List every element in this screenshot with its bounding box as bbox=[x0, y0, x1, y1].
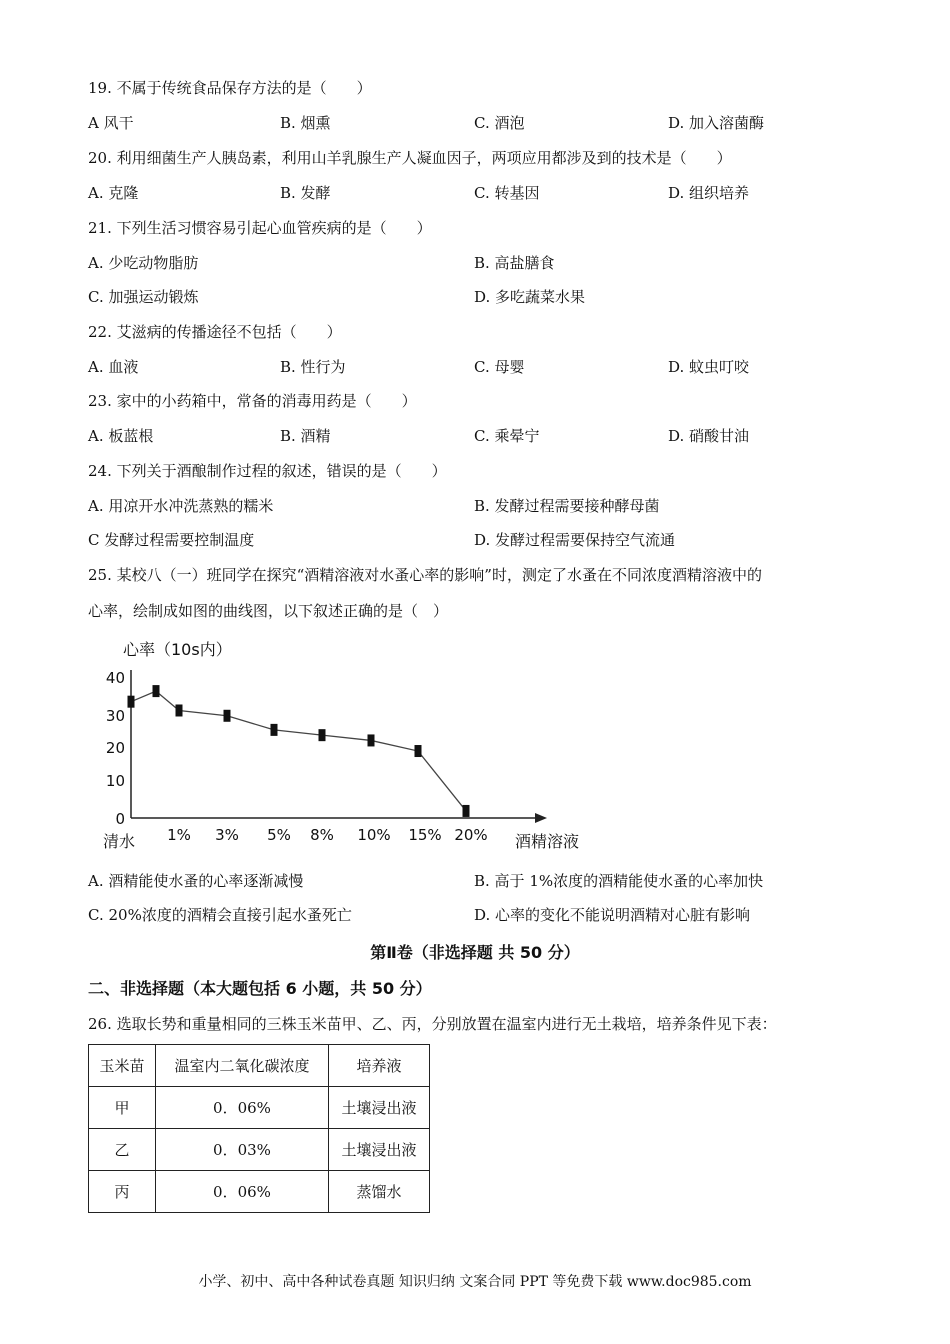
question-25-stem-line2: 心率，绘制成如图的曲线图，以下叙述正确的是（ ） bbox=[88, 602, 449, 620]
data-point bbox=[224, 710, 231, 722]
data-point bbox=[415, 745, 422, 757]
q22-option-a: A. 血液 bbox=[88, 358, 139, 376]
section-2-title: 第Ⅱ卷（非选择题 共 50 分） bbox=[370, 943, 580, 962]
q24-option-c: C 发酵过程需要控制温度 bbox=[88, 531, 255, 549]
table-cell: 土壤浸出液 bbox=[329, 1087, 430, 1129]
y-tick-20: 20 bbox=[105, 739, 125, 757]
data-point bbox=[176, 704, 183, 716]
data-point bbox=[463, 805, 470, 817]
question-24-stem: 24. 下列关于酒酿制作过程的叙述，错误的是（ ） bbox=[88, 462, 447, 480]
table-cell: 0．06% bbox=[156, 1087, 329, 1129]
q20-option-c: C. 转基因 bbox=[474, 184, 540, 202]
table-cell: 乙 bbox=[89, 1129, 156, 1171]
q19-option-d: D. 加入溶菌酶 bbox=[668, 114, 765, 132]
table-cell: 0．03% bbox=[156, 1129, 329, 1171]
q25-option-a: A. 酒精能使水蚤的心率逐渐减慢 bbox=[88, 872, 304, 890]
data-point bbox=[368, 734, 375, 746]
q21-option-a: A. 少吃动物脂肪 bbox=[88, 254, 199, 272]
y-tick-30: 30 bbox=[105, 707, 125, 725]
q25-option-d: D. 心率的变化不能说明酒精对心脏有影响 bbox=[474, 906, 751, 924]
data-point bbox=[153, 685, 160, 697]
x-tick-1pct: 1% bbox=[167, 826, 191, 844]
question-20-stem: 20. 利用细菌生产人胰岛素，利用山羊乳腺生产人凝血因子，两项应用都涉及到的技术是（ ） bbox=[88, 149, 732, 167]
x-axis-label: 酒精溶液 bbox=[515, 832, 580, 851]
data-point bbox=[319, 729, 326, 741]
x-tick-8pct: 8% bbox=[310, 826, 334, 844]
q24-option-a: A. 用凉开水冲洗蒸熟的糯米 bbox=[88, 497, 274, 515]
q25-option-c: C. 20%浓度的酒精会直接引起水蚤死亡 bbox=[88, 906, 352, 924]
table-cell: 甲 bbox=[89, 1087, 156, 1129]
q20-option-d: D. 组织培养 bbox=[668, 184, 750, 202]
table-header: 玉米苗 bbox=[89, 1045, 156, 1087]
q21-option-b: B. 高盐膳食 bbox=[474, 254, 555, 272]
y-tick-40: 40 bbox=[105, 669, 125, 687]
table-cell: 蒸馏水 bbox=[329, 1171, 430, 1213]
q22-option-b: B. 性行为 bbox=[280, 358, 346, 376]
q19-option-b: B. 烟熏 bbox=[280, 114, 331, 132]
table-cell: 土壤浸出液 bbox=[329, 1129, 430, 1171]
data-point bbox=[271, 724, 278, 736]
q22-option-d: D. 蚊虫叮咬 bbox=[668, 358, 750, 376]
q24-option-b: B. 发酵过程需要接种酵母菌 bbox=[474, 497, 660, 515]
y-tick-0: 0 bbox=[115, 810, 125, 828]
table-row bbox=[89, 1129, 430, 1171]
q23-option-d: D. 硝酸甘油 bbox=[668, 427, 750, 445]
table-row bbox=[89, 1171, 430, 1213]
q19-option-c: C. 酒泡 bbox=[474, 114, 525, 132]
q23-option-a: A. 板蓝根 bbox=[88, 427, 154, 445]
x-tick-20pct: 20% bbox=[454, 826, 488, 844]
x-label-qingshui: 清水 bbox=[103, 832, 136, 851]
question-21-stem: 21. 下列生活习惯容易引起心血管疾病的是（ ） bbox=[88, 219, 432, 237]
heart-rate-chart bbox=[95, 632, 595, 862]
question-19-stem: 19. 不属于传统食品保存方法的是（ ） bbox=[88, 79, 372, 97]
culture-conditions-table bbox=[88, 1044, 430, 1213]
table-header: 温室内二氧化碳浓度 bbox=[156, 1045, 329, 1087]
table-header: 培养液 bbox=[329, 1045, 430, 1087]
q23-option-c: C. 乘晕宁 bbox=[474, 427, 540, 445]
x-tick-3pct: 3% bbox=[215, 826, 239, 844]
table-cell: 丙 bbox=[89, 1171, 156, 1213]
q21-option-d: D. 多吃蔬菜水果 bbox=[474, 288, 586, 306]
data-point bbox=[128, 696, 135, 708]
y-axis-label: 心率（10s内） bbox=[123, 640, 232, 659]
q22-option-c: C. 母婴 bbox=[474, 358, 525, 376]
x-tick-10pct: 10% bbox=[357, 826, 391, 844]
page-footer: 小学、初中、高中各种试卷真题 知识归纳 文案合同 PPT 等免费下载 www.doc985.com bbox=[198, 1274, 752, 1290]
x-tick-5pct: 5% bbox=[267, 826, 291, 844]
x-axis-arrow bbox=[535, 813, 547, 823]
y-tick-10: 10 bbox=[105, 772, 125, 790]
q24-option-d: D. 发酵过程需要保持空气流通 bbox=[474, 531, 676, 549]
question-23-stem: 23. 家中的小药箱中，常备的消毒用药是（ ） bbox=[88, 392, 417, 410]
chart-series bbox=[128, 685, 470, 817]
q21-option-c: C. 加强运动锻炼 bbox=[88, 288, 199, 306]
q20-option-a: A. 克隆 bbox=[88, 184, 139, 202]
table-cell: 0．06% bbox=[156, 1171, 329, 1213]
table-header-row bbox=[89, 1045, 430, 1087]
x-tick-15pct: 15% bbox=[408, 826, 442, 844]
q19-option-a: A 风干 bbox=[88, 114, 134, 132]
q23-option-b: B. 酒精 bbox=[280, 427, 331, 445]
question-25-stem-line1: 25. 某校八（一）班同学在探究“酒精溶液对水蚤心率的影响”时，测定了水蚤在不同浓度酒精溶液中的 bbox=[88, 566, 762, 584]
q25-option-b: B. 高于 1%浓度的酒精能使水蚤的心率加快 bbox=[474, 872, 764, 890]
question-22-stem: 22. 艾滋病的传播途径不包括（ ） bbox=[88, 323, 342, 341]
q20-option-b: B. 发酵 bbox=[280, 184, 331, 202]
question-26-stem: 26. 选取长势和重量相同的三株玉米苗甲、乙、丙，分别放置在温室内进行无土栽培，培养条件见下表： bbox=[88, 1015, 777, 1033]
section-2-subtitle: 二、非选择题（本大题包括 6 小题，共 50 分） bbox=[88, 979, 432, 998]
table-row bbox=[89, 1087, 430, 1129]
